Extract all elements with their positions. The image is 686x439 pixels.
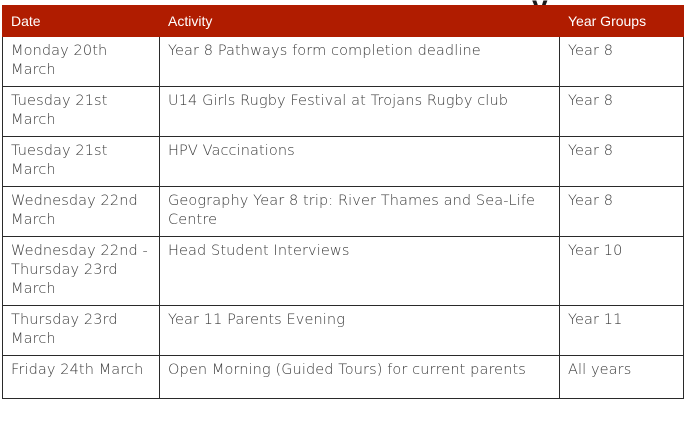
activity-cell [160, 137, 560, 187]
activity-cell [160, 87, 560, 137]
year-groups-text: Year 8 [568, 193, 614, 209]
year-groups-cell [560, 137, 684, 187]
year-groups-text: All years [568, 362, 632, 378]
table-row [3, 356, 684, 399]
activity-text: HPV Vaccinations [168, 143, 295, 159]
date-text: Wednesday 22nd March [11, 193, 138, 228]
header-row [3, 6, 684, 37]
activity-text: U14 Girls Rugby Festival at Trojans Rugby club [168, 93, 509, 109]
activity-text: Head Student Interviews [168, 243, 350, 259]
date-text: Thursday 23rd March [11, 312, 118, 347]
header-activity: Activity [160, 6, 560, 37]
date-cell [3, 37, 160, 87]
activity-text: Geography Year 8 trip: River Thames and Sea-Life Centre [168, 193, 536, 228]
date-text: Tuesday 21st March [11, 93, 108, 128]
date-cell [3, 137, 160, 187]
date-cell [3, 306, 160, 356]
activity-cell [160, 187, 560, 237]
activity-text: Year 11 Parents Evening [168, 312, 346, 328]
year-groups-cell [560, 187, 684, 237]
date-cell [3, 187, 160, 237]
year-groups-cell [560, 87, 684, 137]
activity-cell [160, 356, 560, 399]
date-text: Monday 20th March [11, 43, 108, 78]
activity-cell [160, 237, 560, 306]
year-groups-cell [560, 37, 684, 87]
date-text: Friday 24th March [11, 362, 144, 378]
activity-text: Open Morning (Guided Tours) for current parents [168, 362, 526, 378]
year-groups-text: Year 8 [568, 93, 614, 109]
year-groups-text: Year 8 [568, 143, 614, 159]
year-groups-cell [560, 356, 684, 399]
table-header [3, 6, 684, 37]
date-text: Wednesday 22nd - Thursday 23rd March [11, 243, 148, 297]
header-year-groups: Year Groups [560, 6, 684, 37]
date-text: Tuesday 21st March [11, 143, 108, 178]
events-table [2, 5, 684, 399]
table-row [3, 187, 684, 237]
year-groups-text: Year 8 [568, 43, 614, 59]
activity-text: Year 8 Pathways form completion deadline [168, 43, 481, 59]
year-groups-cell [560, 306, 684, 356]
table-row [3, 37, 684, 87]
date-cell [3, 237, 160, 306]
table-body [3, 37, 684, 399]
table-row [3, 137, 684, 187]
activity-cell [160, 306, 560, 356]
table-row [3, 237, 684, 306]
table-row [3, 87, 684, 137]
year-groups-text: Year 10 [568, 243, 623, 259]
activity-cell [160, 37, 560, 87]
header-date: Date [3, 6, 160, 37]
date-cell [3, 87, 160, 137]
year-groups-text: Year 11 [568, 312, 623, 328]
date-cell [3, 356, 160, 399]
year-groups-cell [560, 237, 684, 306]
table-row [3, 306, 684, 356]
